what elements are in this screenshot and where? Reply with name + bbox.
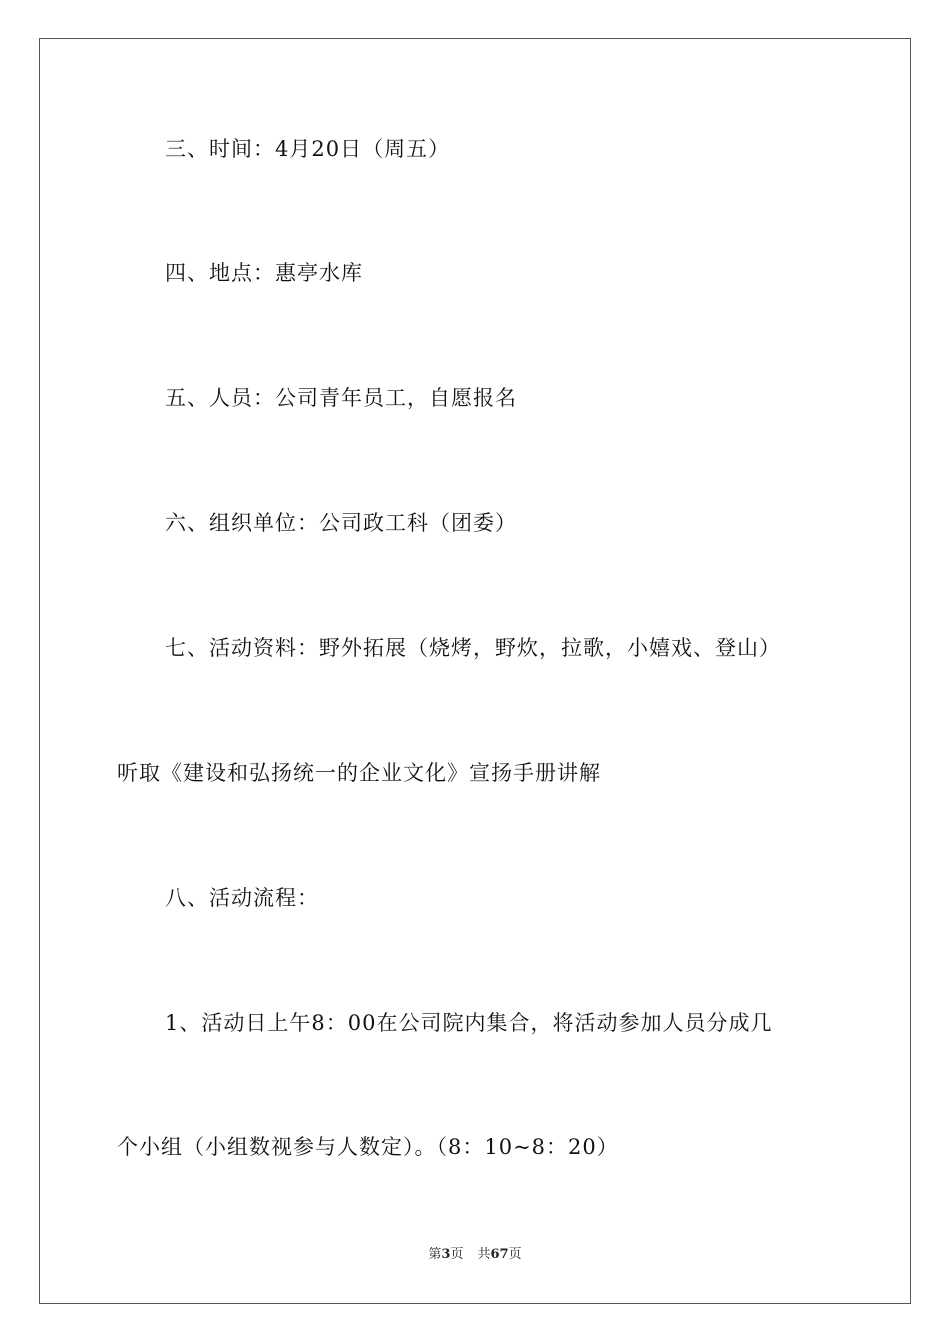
total-pages: 67 bbox=[490, 1247, 509, 1262]
paragraph-activities: 七、活动资料：野外拓展（烧烤，野炊，拉歌，小嬉戏、登山） bbox=[165, 636, 781, 660]
page-border bbox=[39, 38, 911, 1304]
page-footer bbox=[0, 1247, 950, 1263]
paragraph-location: 四、地点：惠亭水库 bbox=[165, 261, 363, 285]
page-prefix: 第 bbox=[428, 1247, 442, 1262]
paragraph-activities-continued: 听取《建设和弘扬统一的企业文化》宣扬手册讲解 bbox=[117, 761, 601, 785]
paragraph-time: 三、时间：4月20日（周五） bbox=[165, 137, 451, 161]
section-heading-process: 八、活动流程： bbox=[165, 886, 319, 910]
total-suffix: 页 bbox=[508, 1247, 522, 1262]
paragraph-participants: 五、人员：公司青年员工，自愿报名 bbox=[165, 386, 517, 410]
page-suffix: 页 bbox=[450, 1247, 464, 1262]
page-number: 3 bbox=[441, 1247, 451, 1262]
total-prefix: 共 bbox=[477, 1247, 491, 1262]
paragraph-organizer: 六、组织单位：公司政工科（团委） bbox=[165, 511, 517, 535]
paragraph-step-1-continued: 个小组（小组数视参与人数定）。（8：10~8：20） bbox=[117, 1135, 619, 1159]
paragraph-step-1: 1、活动日上午8：00在公司院内集合，将活动参加人员分成几 bbox=[165, 1011, 773, 1035]
